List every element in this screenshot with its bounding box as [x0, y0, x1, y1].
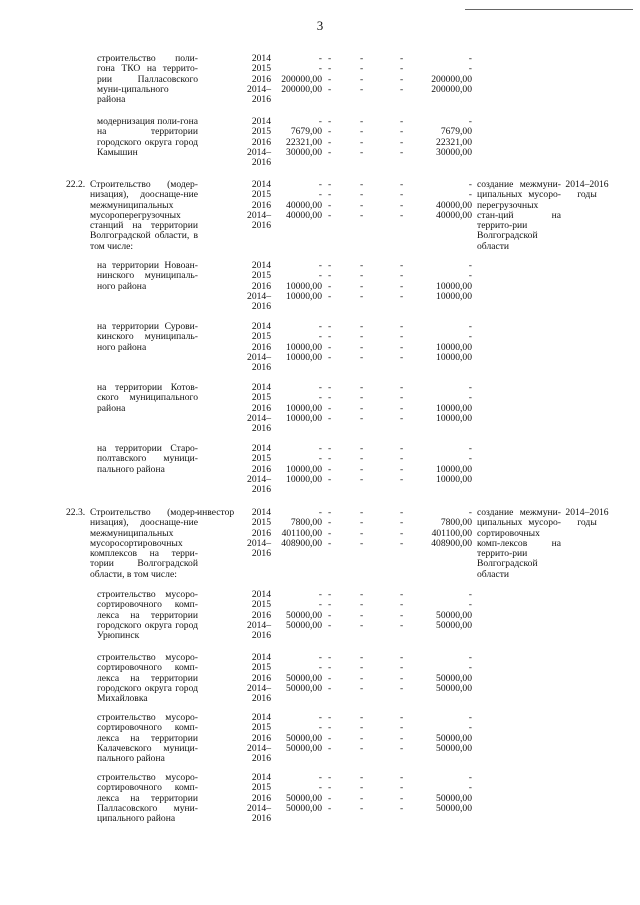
row-col-b: - - - - — [360, 712, 364, 754]
row-description: строительство поли-гона ТКО на террито-рии Палласовского муни-ципального района — [97, 53, 198, 106]
row-col-c: - - - - — [400, 589, 404, 631]
row-col-a: - - - - — [328, 382, 332, 424]
row-col-b: - - - - — [360, 179, 364, 221]
row-col-c: - - - - — [400, 772, 404, 814]
row-total: - - 10000,00 10000,00 — [286, 260, 322, 302]
row-total: - - 200000,00 200000,00 — [281, 53, 322, 95]
row-total: - - 10000,00 10000,00 — [286, 382, 322, 424]
row-col-c: - - - - — [400, 652, 404, 694]
row-description: модернизация поли-гона на территории городского округа город Камышин — [97, 116, 198, 158]
row-col-c: - - - - — [400, 382, 404, 424]
row-years: 2014 2015 2016 2014– 2016 — [247, 652, 271, 705]
row-total: - - 40000,00 40000,00 — [286, 179, 322, 221]
row-col-a: - - - - — [328, 321, 332, 363]
row-total: - - 50000,00 50000,00 — [286, 712, 322, 754]
row-number: 22.2. — [66, 179, 86, 190]
row-years: 2014 2015 2016 2014– 2016 — [247, 260, 271, 313]
row-col-c: - - - - — [400, 179, 404, 221]
row-col-b: - - - - — [360, 53, 364, 95]
row-other-sources: - - 40000,00 40000,00 — [436, 179, 472, 221]
row-other-sources: - - 50000,00 50000,00 — [436, 712, 472, 754]
row-col-a: - - - - — [328, 772, 332, 814]
row-col-c: - - - - — [400, 53, 404, 95]
row-col-c: - - - - — [400, 260, 404, 302]
row-total: - - 50000,00 50000,00 — [286, 772, 322, 814]
row-col-c: - - - - — [400, 507, 404, 549]
row-description: Строительство (модер-низация), дооснаще-ние межмуниципальных мусоросортировочных комплексов на терри-тории Волгоградской области, в том числе: — [90, 507, 198, 580]
row-total: - - 50000,00 50000,00 — [286, 652, 322, 694]
row-col-a: - - - - — [328, 260, 332, 302]
row-col-c: - - - - — [400, 321, 404, 363]
row-result: создание межмуни-ципальных мусоро-перегрузочных стан-ций на террито-рии Волгоградской области — [477, 179, 561, 252]
row-years: 2014 2015 2016 2014– 2016 — [247, 589, 271, 642]
row-years: 2014 2015 2016 2014– 2016 — [247, 179, 271, 232]
row-col-a: - - - - — [328, 652, 332, 694]
row-other-sources: - - 10000,00 10000,00 — [436, 260, 472, 302]
row-years: 2014 2015 2016 2014– 2016 — [247, 772, 271, 825]
row-total: - 7800,00 401100,00 408900,00 — [281, 507, 322, 549]
row-col-a: - - - - — [328, 507, 332, 549]
row-years: 2014 2015 2016 2014– 2016 — [247, 382, 271, 435]
row-col-a: - - - - — [328, 443, 332, 485]
row-col-b: - - - - — [360, 772, 364, 814]
row-col-c: - - - - — [400, 443, 404, 485]
row-col-a: - - - - — [328, 116, 332, 158]
row-period: 2014–2016 годы — [565, 507, 609, 529]
row-col-a: - - - - — [328, 53, 332, 95]
row-description: на территории Котов-ского муниципального района — [97, 382, 198, 414]
row-period: 2014–2016 годы — [565, 179, 609, 201]
row-col-a: - - - - — [328, 589, 332, 631]
row-years: 2014 2015 2016 2014– 2016 — [247, 507, 271, 560]
row-col-c: - - - - — [400, 712, 404, 754]
row-col-b: - - - - — [360, 321, 364, 363]
row-col-c: - - - - — [400, 116, 404, 158]
row-description: на территории Сурови-кинского муниципаль-ного района — [97, 321, 198, 353]
row-executor: инвестор — [197, 507, 235, 518]
row-years: 2014 2015 2016 2014– 2016 — [247, 53, 271, 106]
row-col-b: - - - - — [360, 507, 364, 549]
row-col-b: - - - - — [360, 652, 364, 694]
row-other-sources: - - 10000,00 10000,00 — [436, 382, 472, 424]
row-other-sources: - 7800,00 401100,00 408900,00 — [431, 507, 472, 549]
header-rule — [465, 9, 633, 10]
row-col-b: - - - - — [360, 382, 364, 424]
row-col-b: - - - - — [360, 443, 364, 485]
row-years: 2014 2015 2016 2014– 2016 — [247, 712, 271, 765]
row-total: - - 50000,00 50000,00 — [286, 589, 322, 631]
row-description: строительство мусоро-сортировочного комп-лекса на территории городского округа город Михайловка — [97, 652, 198, 705]
row-other-sources: - - 50000,00 50000,00 — [436, 589, 472, 631]
row-description: на территории Новоан-нинского муниципаль-ного района — [97, 260, 198, 292]
row-result: создание межмуни-ципальных мусоро-сортировочных комп-лексов на террито-рии Волгоградской области — [477, 507, 561, 580]
row-other-sources: - - 10000,00 10000,00 — [436, 443, 472, 485]
row-col-b: - - - - — [360, 116, 364, 158]
row-description: строительство мусоро-сортировочного комп-лекса на территории городского округа город Урюпинск — [97, 589, 198, 642]
row-description: на территории Старо-полтавского муници-пального района — [97, 443, 198, 475]
row-years: 2014 2015 2016 2014– 2016 — [247, 443, 271, 496]
row-other-sources: - - 50000,00 50000,00 — [436, 652, 472, 694]
row-description: строительство мусоро-сортировочного комп-лекса на территории Палласовского муни-ципального района — [97, 772, 198, 825]
row-col-b: - - - - — [360, 260, 364, 302]
row-other-sources: - - 10000,00 10000,00 — [436, 321, 472, 363]
row-years: 2014 2015 2016 2014– 2016 — [247, 116, 271, 169]
row-total: - - 10000,00 10000,00 — [286, 443, 322, 485]
row-col-b: - - - - — [360, 589, 364, 631]
row-other-sources: - - 200000,00 200000,00 — [431, 53, 472, 95]
row-years: 2014 2015 2016 2014– 2016 — [247, 321, 271, 374]
row-total: - - 10000,00 10000,00 — [286, 321, 322, 363]
row-description: Строительство (модер-низация), дооснаще-ние межмуниципальных мусороперегрузочных станций на территории Волгоградской области, в том числе: — [90, 179, 198, 252]
row-description: строительство мусоро-сортировочного комп-лекса на территории Калачевского муници-пального района — [97, 712, 198, 765]
page-number: 3 — [316, 18, 324, 33]
row-col-a: - - - - — [328, 712, 332, 754]
row-number: 22.3. — [66, 507, 86, 518]
row-other-sources: - 7679,00 22321,00 30000,00 — [436, 116, 472, 158]
row-col-a: - - - - — [328, 179, 332, 221]
row-other-sources: - - 50000,00 50000,00 — [436, 772, 472, 814]
row-total: - 7679,00 22321,00 30000,00 — [286, 116, 322, 158]
